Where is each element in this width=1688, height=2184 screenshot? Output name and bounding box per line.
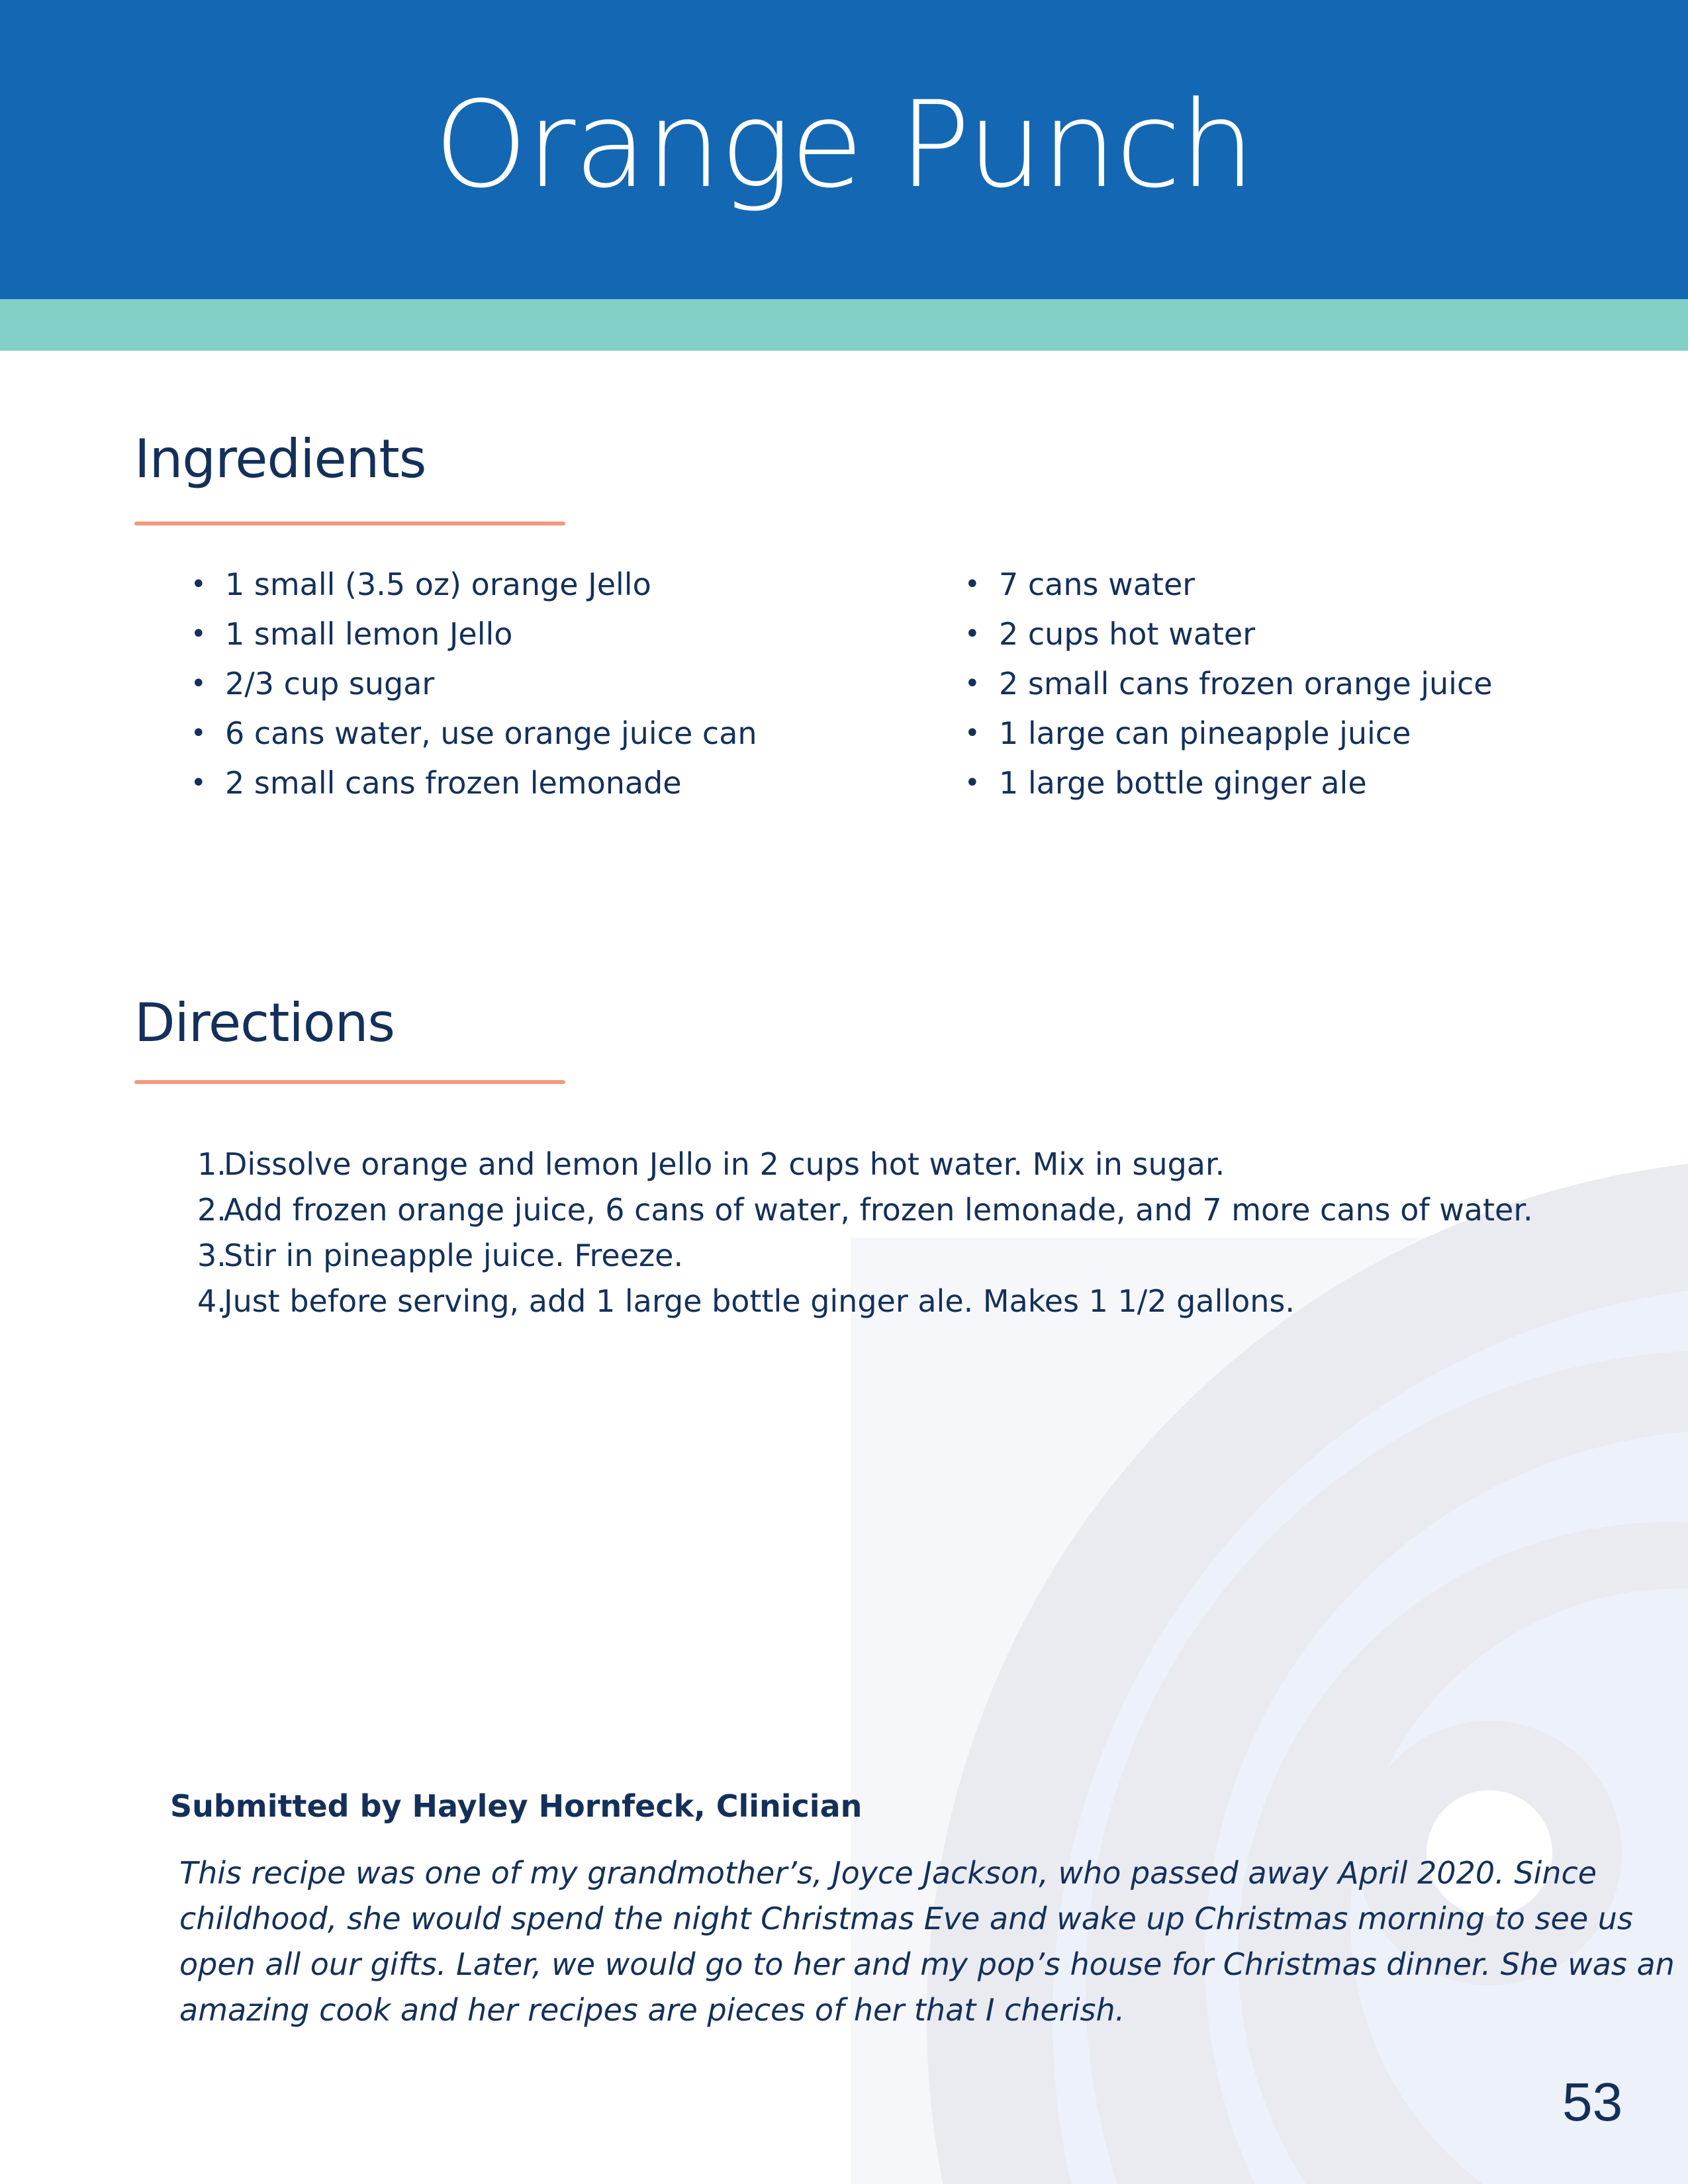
step-number: 1. [197, 1146, 226, 1182]
list-item: • 2 small cans frozen orange juice [964, 666, 1493, 702]
list-item: 3.Stir in pineapple juice. Freeze. [197, 1233, 1533, 1279]
step-number: 4. [197, 1283, 226, 1319]
submitted-by-line: Submitted by Hayley Hornfeck, Clinician [170, 1788, 863, 1824]
story-line: amazing cook and her recipes are pieces of her that I cherish. [179, 1992, 1125, 2028]
accent-band [0, 299, 1688, 351]
list-item: 4.Just before serving, add 1 large bottle ginger ale. Makes 1 1/2 gallons. [197, 1279, 1533, 1324]
list-item: • 2/3 cup sugar [191, 666, 435, 702]
page-title: Orange Punch [434, 76, 1254, 214]
list-item: • 7 cans water [964, 567, 1196, 602]
step-number: 3. [197, 1238, 226, 1273]
step-number: 2. [197, 1192, 226, 1228]
list-item: 2.Add frozen orange juice, 6 cans of water, frozen lemonade, and 7 more cans of water. [197, 1187, 1533, 1233]
ingredients-list-left [191, 560, 757, 808]
list-item: • 1 large bottle ginger ale [964, 765, 1367, 801]
story-line: childhood, she would spend the night Christmas Eve and wake up Christmas morning to see us [179, 1901, 1633, 1936]
directions-heading-underline [134, 1080, 565, 1084]
page-number: 53 [1562, 2072, 1623, 2132]
ingredients-list-right [964, 560, 1493, 808]
story-line: This recipe was one of my grandmother’s, Joyce Jackson, who passed away April 2020. Since [179, 1855, 1597, 1891]
list-item: • 1 small (3.5 oz) orange Jello [191, 567, 651, 602]
directions-list [197, 1142, 1533, 1324]
story-line: open all our gifts. Later, we would go to her and my pop’s house for Christmas dinner. She was an [179, 1946, 1675, 1982]
list-item: • 2 cups hot water [964, 616, 1256, 652]
story-paragraph [179, 1850, 1675, 2033]
list-item: • 2 small cans frozen lemonade [191, 765, 682, 801]
ingredients-heading: Ingredients [134, 428, 426, 490]
list-item: • 1 small lemon Jello [191, 616, 513, 652]
list-item: • 6 cans water, use orange juice can [191, 715, 757, 751]
ingredients-heading-underline [134, 522, 565, 525]
directions-heading: Directions [134, 992, 395, 1054]
list-item: 1.Dissolve orange and lemon Jello in 2 cups hot water. Mix in sugar. [197, 1142, 1533, 1187]
list-item: • 1 large can pineapple juice [964, 715, 1411, 751]
